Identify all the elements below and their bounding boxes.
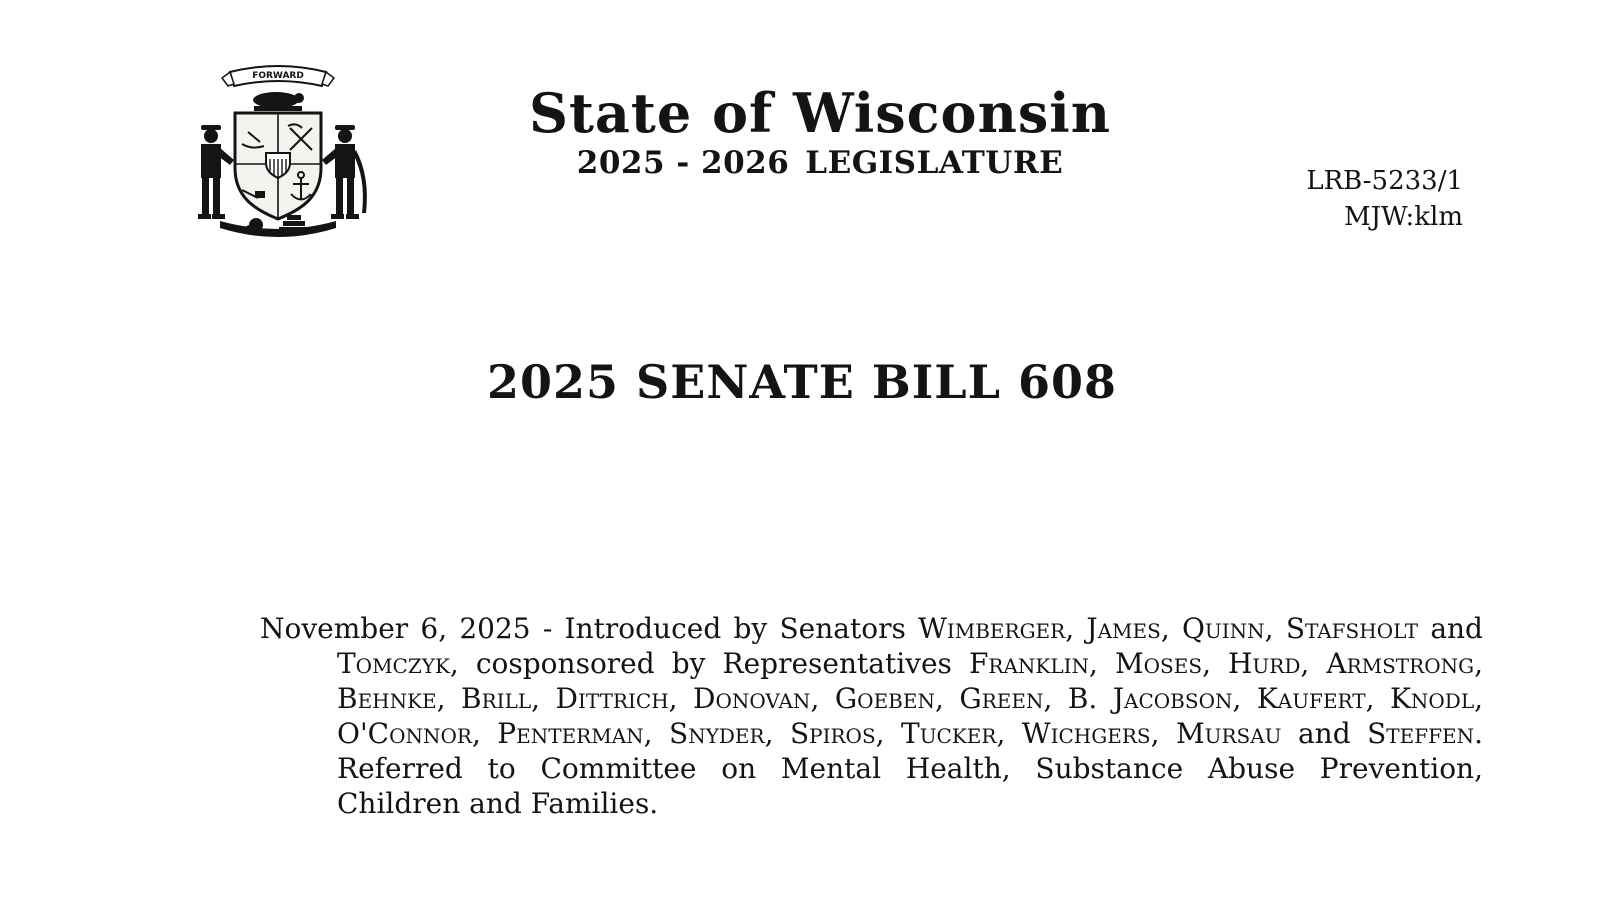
text-segment: , bbox=[810, 682, 835, 715]
badger-icon bbox=[253, 92, 304, 111]
introduction-paragraph bbox=[260, 611, 1483, 821]
text-segment: , bbox=[531, 682, 556, 715]
text-segment: . Referred to Committee on Mental Health, Substance Abuse Prevention, Children and Families. bbox=[337, 717, 1483, 820]
text-segment: , bbox=[1474, 682, 1484, 715]
sponsor-name: Brill bbox=[461, 682, 532, 715]
text-segment: , bbox=[436, 682, 462, 715]
sponsor-name: Wimberger bbox=[918, 612, 1066, 645]
text-segment: , bbox=[668, 682, 694, 715]
text-segment: and bbox=[1281, 717, 1368, 750]
text-segment: November 6, 2025 - Introduced by Senators bbox=[260, 612, 919, 645]
forward-motto-text: FORWARD bbox=[252, 71, 304, 81]
drafter-initials: MJW:klm bbox=[1344, 202, 1463, 232]
sponsor-name: Spiros bbox=[789, 717, 876, 750]
sponsor-name: Stafsholt bbox=[1285, 612, 1419, 645]
text-segment: , bbox=[934, 682, 960, 715]
sponsor-name: Tomczyk bbox=[337, 647, 450, 680]
sailor-figure-icon bbox=[198, 125, 234, 219]
sponsor-name: Quinn bbox=[1181, 612, 1265, 645]
text-segment: , bbox=[471, 717, 498, 750]
sponsor-name: Hurd bbox=[1228, 647, 1301, 680]
sponsor-name: Donovan bbox=[693, 682, 811, 715]
sponsor-name: Green bbox=[959, 682, 1044, 715]
document-header bbox=[320, 81, 1320, 182]
text-segment: , bbox=[643, 717, 670, 750]
sponsor-name: Kaufert bbox=[1256, 682, 1366, 715]
sponsor-name: Mursau bbox=[1175, 717, 1282, 750]
sponsor-name: Moses bbox=[1114, 647, 1203, 680]
sponsor-name: O'Connor bbox=[337, 717, 472, 750]
sponsor-name: Goeben bbox=[834, 682, 935, 715]
text-segment: , bbox=[1089, 647, 1115, 680]
sponsor-name: Jacobson bbox=[1112, 682, 1233, 715]
sponsor-name: Wichgers bbox=[1021, 717, 1151, 750]
text-segment: , bbox=[764, 717, 790, 750]
text-segment: , bbox=[1232, 682, 1257, 715]
sponsor-name: Franklin bbox=[968, 647, 1090, 680]
sponsor-name: Tucker bbox=[901, 717, 997, 750]
sponsor-name: Armstrong bbox=[1326, 647, 1475, 680]
forward-banner-icon bbox=[222, 66, 334, 86]
sponsor-name: Behnke bbox=[337, 682, 437, 715]
text-segment: , bbox=[996, 717, 1022, 750]
lrb-reference-block bbox=[1306, 163, 1463, 235]
text-segment: , B. bbox=[1043, 682, 1113, 715]
sponsor-name: Snyder bbox=[669, 717, 765, 750]
sponsor-name: Dittrich bbox=[555, 682, 669, 715]
text-segment: , cosponsored by Representatives bbox=[449, 647, 969, 680]
session-years: 2025 - 2026 bbox=[576, 145, 790, 182]
session-line bbox=[320, 145, 1320, 181]
shield-icon bbox=[235, 113, 321, 219]
bill-title: 2025 SENATE BILL 608 bbox=[487, 355, 1117, 409]
text-segment: , bbox=[1065, 612, 1087, 645]
lrb-number: LRB-5233/1 bbox=[1306, 166, 1463, 196]
sponsor-name: James bbox=[1086, 612, 1161, 645]
sponsor-name: Steffen bbox=[1367, 717, 1475, 750]
text-segment: , bbox=[1150, 717, 1176, 750]
state-title: State of Wisconsin bbox=[528, 81, 1112, 145]
text-segment: , bbox=[1160, 612, 1182, 645]
session-label: LEGISLATURE bbox=[805, 145, 1064, 182]
text-segment: , bbox=[1264, 612, 1286, 645]
text-segment: , bbox=[875, 717, 902, 750]
text-segment: , bbox=[1300, 647, 1327, 680]
text-segment: , bbox=[1474, 647, 1483, 680]
sponsor-name: Penterman bbox=[497, 717, 644, 750]
text-segment: , bbox=[1202, 647, 1229, 680]
sponsor-name: Knodl bbox=[1389, 682, 1475, 715]
text-segment: and bbox=[1418, 612, 1483, 645]
text-segment: , bbox=[1365, 682, 1390, 715]
